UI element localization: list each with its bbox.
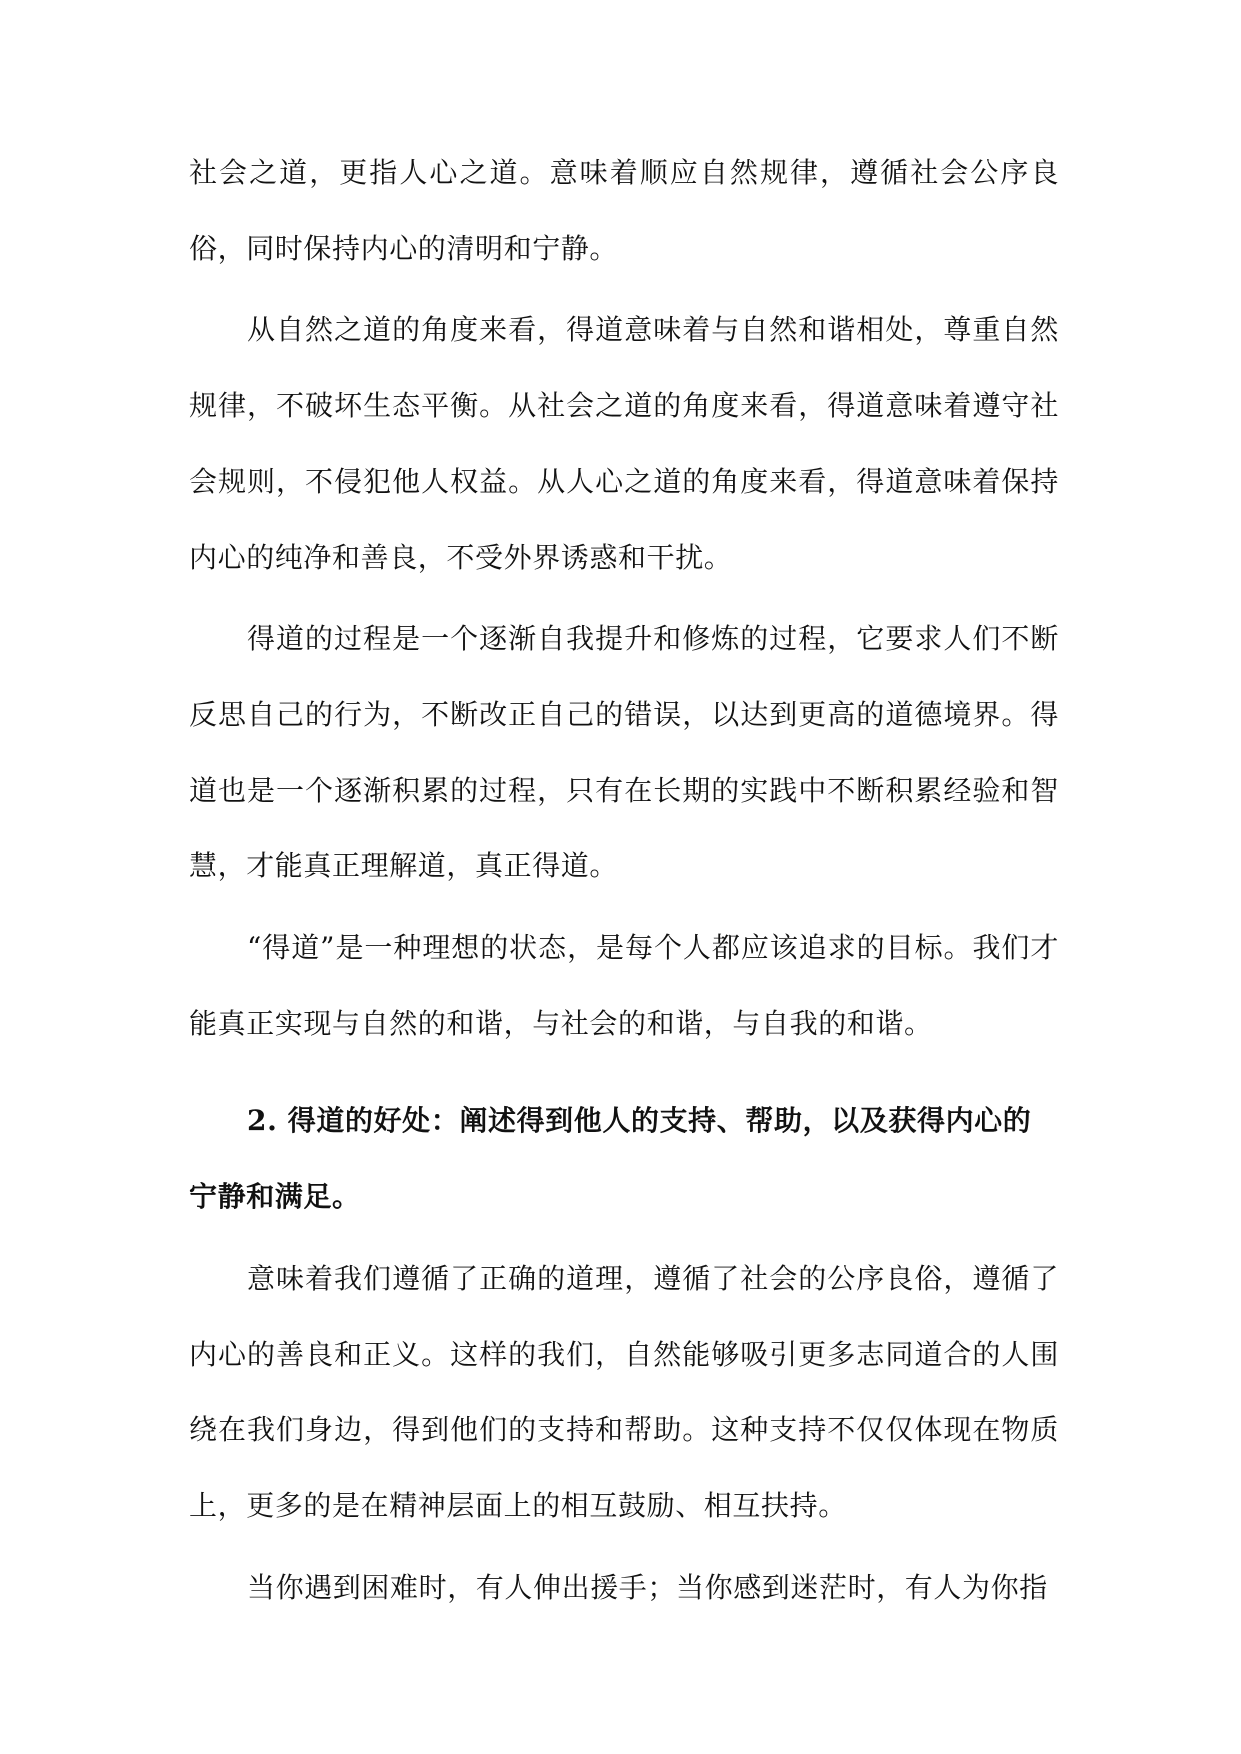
paragraph-dao-process: 得道的过程是一个逐渐自我提升和修炼的过程，它要求人们不断反思自己的行为，不断改正自己的错误，以达到更高的道德境界。得道也是一个逐渐积累的过程，只有在长期的实践中不断积累经验和智慧，才能真正理解道，真正得道。 bbox=[189, 622, 1059, 883]
document-body bbox=[189, 135, 1059, 1625]
section-heading-benefits: 2. 得道的好处：阐述得到他人的支持、帮助，以及获得内心的宁静和满足。 bbox=[189, 1104, 1032, 1214]
paragraph-help: 当你遇到困难时，有人伸出援手；当你感到迷茫时，有人为你指 bbox=[247, 1570, 1048, 1604]
paragraph-dao-perspectives: 从自然之道的角度来看，得道意味着与自然和谐相处，尊重自然规律，不破坏生态平衡。从社会之道的角度来看，得道意味着遵守社会规则，不侵犯他人权益。从人心之道的角度来看，得道意味着保持内心的纯净和善良，不受外界诱惑和干扰。 bbox=[189, 313, 1059, 574]
paragraph-dao-ideal: “得道”是一种理想的状态，是每个人都应该追求的目标。我们才能真正实现与自然的和谐，与社会的和谐，与自我的和谐。 bbox=[189, 931, 1059, 1040]
paragraph-continuation: 社会之道，更指人心之道。意味着顺应自然规律，遵循社会公序良俗，同时保持内心的清明和宁静。 bbox=[189, 156, 1059, 265]
paragraph-support: 意味着我们遵循了正确的道理，遵循了社会的公序良俗，遵循了内心的善良和正义。这样的我们，自然能够吸引更多志同道合的人围绕在我们身边，得到他们的支持和帮助。这种支持不仅仅体现在物质上，更多的是在精神层面上的相互鼓励、相互扶持。 bbox=[189, 1261, 1059, 1522]
